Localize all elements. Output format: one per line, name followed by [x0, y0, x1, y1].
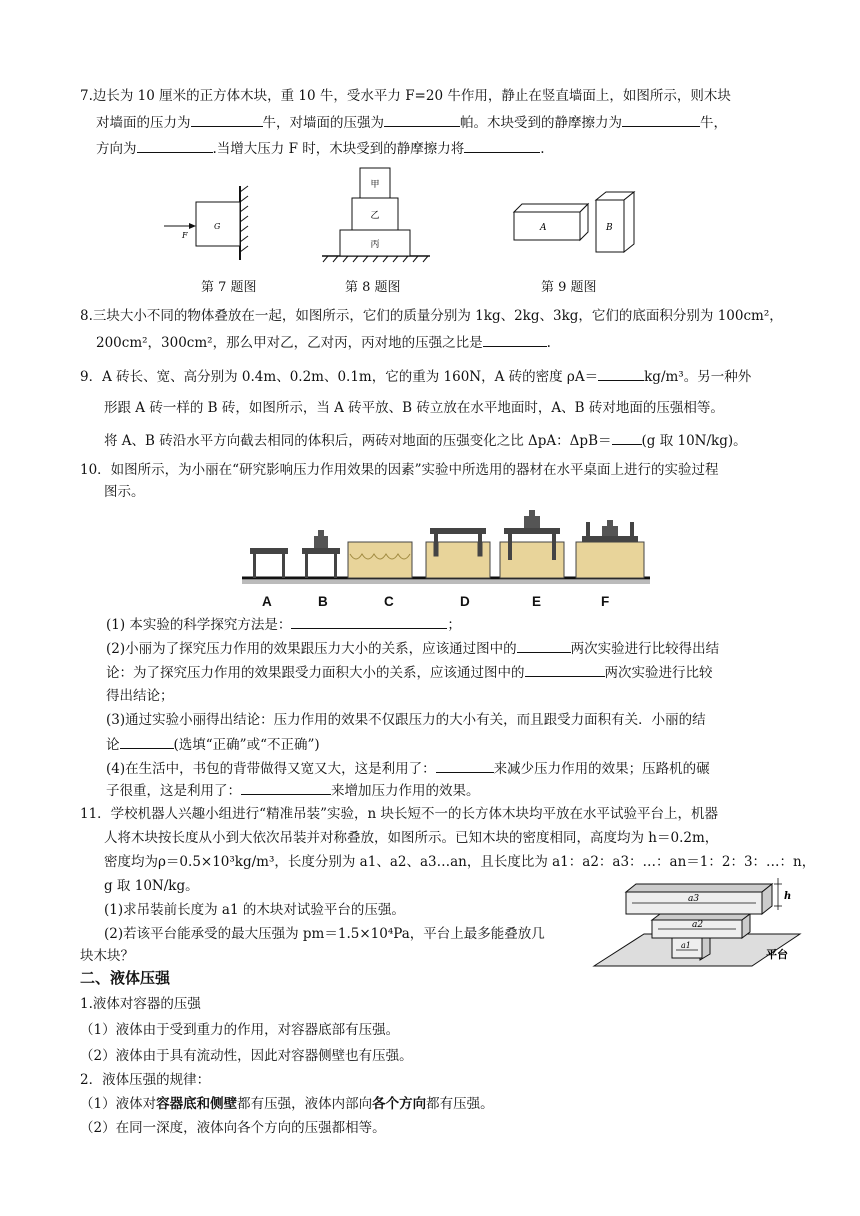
blank[interactable] [120, 734, 174, 749]
a2-label: a2 [692, 920, 704, 930]
sec2-heading1: 1.液体对容器的压强 [80, 996, 201, 1012]
blank[interactable] [622, 112, 700, 127]
q8-line2: 200cm²，300cm²，那么甲对乙，乙对丙，丙对地的压强之比是 . [96, 332, 551, 353]
weight-label: G [214, 222, 221, 231]
fig10-label-d: D [460, 594, 470, 609]
blank[interactable] [612, 430, 642, 445]
q11-line5: (1)求吊装前长度为 a1 的木块对试验平台的压强。 [104, 902, 405, 918]
blank[interactable] [191, 112, 263, 127]
q10-line1: 10．如图所示，为小丽在“研究影响压力作用效果的因素”实验中所选用的器材在水平桌面上进行的实验过程 [80, 462, 719, 478]
caption-fig9: 第 9 题图 [541, 280, 597, 295]
blank[interactable] [291, 614, 447, 629]
q11-line7: 块木块？ [80, 948, 134, 964]
q10-line2: 图示。 [104, 484, 145, 500]
fig10-label-e: E [532, 594, 542, 609]
q10-part2-line3: 得出结论； [106, 688, 174, 704]
q11-line3: 密度均为ρ＝0.5×10³kg/m³，长度分别为 a1、a2、a3…an，且长度比为 a1：a2：a3：…：an＝1：2：3：…：n， [104, 854, 816, 870]
blank[interactable] [241, 780, 331, 795]
sec2-item2b: （2）在同一深度，液体向各个方向的压强都相等。 [80, 1120, 386, 1136]
q9-line3: 将 A、B 砖沿水平方向截去相同的体积后，两砖对地面的压强变化之比 ΔpA：ΔpB＝ (g 取 10N/kg)。 [104, 430, 747, 451]
q10-part3-line2: 论 (选填“正确”或“不正确”) [106, 734, 320, 755]
block-bing: 丙 [370, 240, 380, 250]
q11-line1: 11．学校机器人兴趣小组进行“精准吊装”实验，n 块长短不一的长方体木块均平放在水平试验平台上，机器 [80, 806, 718, 822]
fig7-diagram [160, 180, 260, 264]
sec2-item2a: （1）液体对容器底和侧壁都有压强，液体内部向各个方向都有压强。 [80, 1096, 494, 1112]
blank[interactable] [137, 138, 213, 153]
q7-line1: 7.边长为 10 厘米的正方体木块，重 10 牛，受水平力 F=20 牛作用，静止在竖直墙面上，如图所示，则木块 [80, 88, 731, 104]
q10-part2-line1: (2)小丽为了探究压力作用的效果跟压力大小的关系，应该通过图中的 两次实验进行比较得出结 [106, 638, 719, 659]
q9-line2: 形跟 A 砖一样的 B 砖，如图所示，当 A 砖平放、B 砖立放在水平地面时，A、B 砖对地面的压强相等。 [104, 400, 724, 416]
block-yi: 乙 [370, 211, 380, 221]
block-jia: 甲 [370, 180, 380, 190]
q9-line1: 9．A 砖长、宽、高分别为 0.4m、0.2m、0.1m，它的重为 160N，A 砖的密度 ρA＝ kg/m³。另一种外 [80, 366, 751, 387]
section-title: 二、液体压强 [80, 969, 171, 987]
q10-part1: (1) 本实验的科学探究方法是： ； [106, 614, 461, 635]
blank[interactable] [436, 758, 494, 773]
caption-fig8: 第 8 题图 [345, 280, 401, 295]
sec2-item1a: （1）液体由于受到重力的作用，对容器底部有压强。 [80, 1022, 400, 1038]
q10-part2-line2: 论：为了探究压力作用的效果跟受力面积大小的关系，应该通过图中的 两次实验进行比较 [106, 662, 713, 683]
q11-line2: 人将木块按长度从小到大依次吊装并对称叠放，如图所示。已知木块的密度相同，高度均为 h＝0.2m， [104, 830, 719, 846]
q10-part4-line1: (4)在生活中，书包的背带做得又宽又大，这是利用了： 来减少压力作用的效果；压路机的碾 [106, 758, 710, 779]
fig9-diagram [510, 190, 640, 254]
brick-b-label: B [606, 223, 613, 233]
force-label: F [182, 231, 188, 240]
fig10-label-f: F [601, 594, 610, 609]
q11-line6: (2)若该平台能承受的最大压强为 pm＝1.5×10⁴Pa，平台上最多能叠放几 [104, 926, 545, 942]
blank[interactable] [483, 332, 547, 347]
fig8-diagram [322, 160, 432, 264]
q8-line1: 8.三块大小不同的物体叠放在一起，如图所示，它们的质量分别为 1kg、2kg、3kg，它们的底面积分别为 100cm²， [80, 308, 783, 324]
q7-line3: 方向为 .当增大压力 F 时，木块受到的静摩擦力将 . [96, 138, 545, 159]
sec2-heading2: 2．液体压强的规律： [80, 1072, 211, 1088]
blank[interactable] [464, 138, 540, 153]
blank[interactable] [598, 366, 644, 381]
a1-label: a1 [681, 941, 691, 950]
platform-label: 平台 [766, 948, 788, 961]
fig10-label-b: B [318, 594, 328, 609]
sec2-item1b: （2）液体由于具有流动性，因此对容器侧壁也有压强。 [80, 1048, 413, 1064]
fig11-diagram [592, 874, 802, 972]
fig10-label-a: A [262, 594, 272, 609]
q11-line4: g 取 10N/kg。 [104, 878, 199, 894]
fig10-diagram [240, 514, 652, 614]
a3-label: a3 [688, 894, 700, 904]
fig10-label-c: C [384, 594, 394, 609]
blank[interactable] [517, 638, 571, 653]
q10-part4-line2: 子很重，这是利用了： 来增加压力作用的效果。 [106, 780, 480, 801]
blank[interactable] [525, 662, 605, 677]
h-label: h [784, 891, 792, 902]
q7-line2: 对墙面的压力为 牛，对墙面的压强为 帕。木块受到的静摩擦力为 牛， [96, 112, 727, 133]
q10-part3-line1: (3)通过实验小丽得出结论：压力作用的效果不仅跟压力的大小有关，而且跟受力面积有关．小丽的结 [106, 712, 706, 728]
blank[interactable] [384, 112, 460, 127]
caption-fig7: 第 7 题图 [201, 280, 257, 295]
brick-a-label: A [540, 223, 547, 233]
